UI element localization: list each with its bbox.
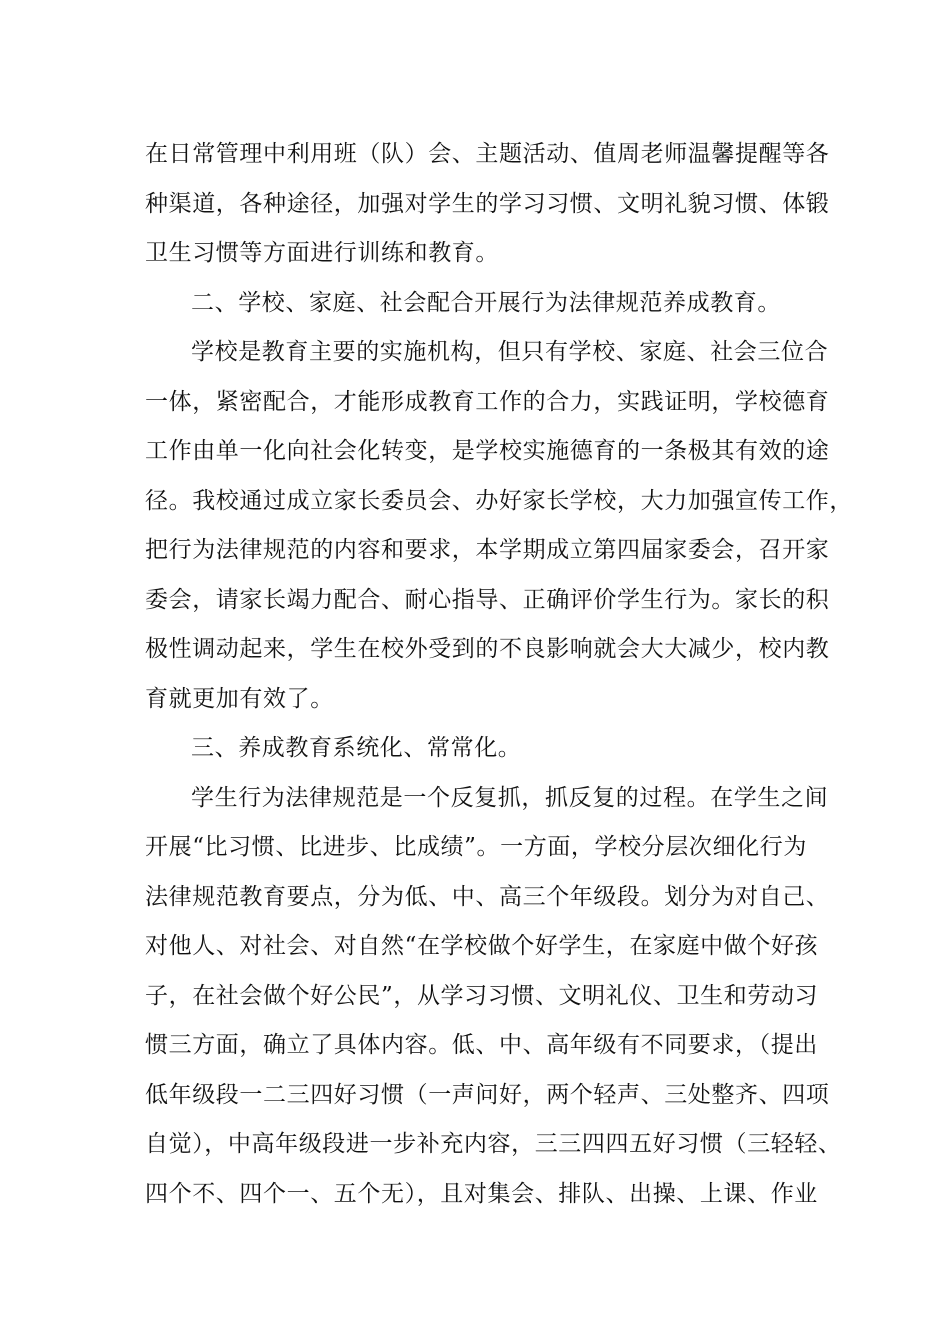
paragraph-line: 育就更加有效了。 (145, 685, 334, 712)
paragraph-continuation-line: 在日常管理中利用班（队）会、主题活动、值周老师温馨提醒等各 (145, 141, 830, 167)
section-heading-3: 三、养成教育系统化、常常化。 (191, 735, 522, 761)
paragraph-line: 自觉），中高年级段进一步补充内容，三三四四五好习惯（三轻轻、 (145, 1131, 842, 1157)
paragraph-line: 工作由单一化向社会化转变，是学校实施德育的一条极其有效的途 (145, 438, 830, 464)
paragraph-line: 径。我校通过成立家长委员会、办好家长学校，大力加强宣传工作， (145, 487, 853, 514)
section-heading-2: 二、学校、家庭、社会配合开展行为法律规范养成教育。 (191, 289, 781, 316)
paragraph-line: 极性调动起来，学生在校外受到的不良影响就会大大减少，校内教 (145, 636, 830, 662)
paragraph-line: 惯三方面，确立了具体内容。低、中、高年级有不同要求，（提出 (145, 1032, 818, 1058)
paragraph-line: 学校是教育主要的实施机构，但只有学校、家庭、社会三位合 (191, 339, 829, 365)
paragraph-line: 一体，紧密配合，才能形成教育工作的合力，实践证明，学校德育 (145, 388, 830, 415)
paragraph-continuation-line: 卫生习惯等方面进行训练和教育。 (145, 240, 499, 266)
document-body (145, 130, 853, 1219)
paragraph-line: 四个不、四个一、五个无），且对集会、排队、出操、上课、作业 (145, 1180, 818, 1207)
paragraph-line: 对他人、对社会、对自然“在学校做个好学生，在家庭中做个好孩 (145, 933, 819, 959)
paragraph-line: 学生行为法律规范是一个反复抓，抓反复的过程。在学生之间 (191, 784, 829, 811)
paragraph-line: 委会，请家长竭力配合、耐心指导、正确评价学生行为。家长的积 (145, 586, 830, 613)
paragraph-line: 低年级段一二三四好习惯（一声问好，两个轻声、三处整齐、四项 (145, 1081, 830, 1108)
paragraph-line: 把行为法律规范的内容和要求，本学期成立第四届家委会，召开家 (145, 537, 830, 563)
paragraph-line: 法律规范教育要点，分为低、中、高三个年级段。划分为对自己、 (145, 883, 830, 910)
paragraph-line: 子，在社会做个好公民”，从学习习惯、文明礼仪、卫生和劳动习 (145, 982, 819, 1009)
paragraph-line: 开展“比习惯、比进步、比成绩”。一方面，学校分层次细化行为 (145, 834, 807, 860)
paragraph-continuation-line: 种渠道，各种途径，加强对学生的学习习惯、文明礼貌习惯、体锻 (145, 190, 830, 217)
